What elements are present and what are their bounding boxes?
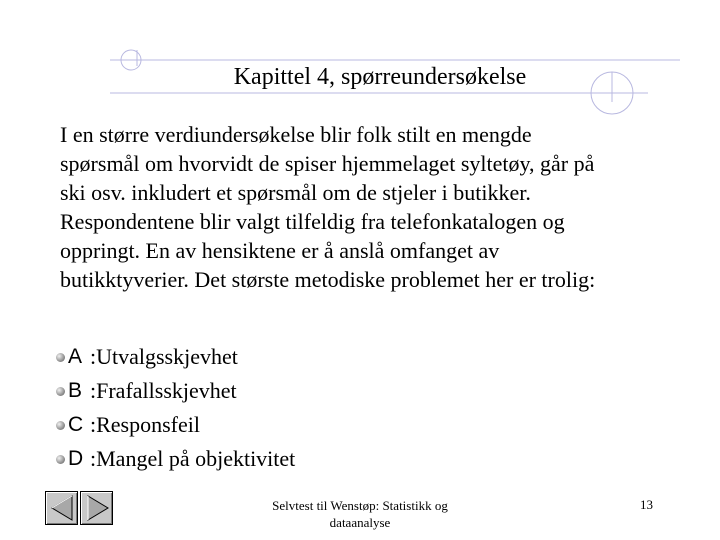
question-line: ski osv. inkludert et spørsmål om de stjeler i butikker. — [60, 180, 531, 205]
option-text: :Mangel på objektivitet — [90, 446, 296, 471]
option-text: :Utvalgsskjevhet — [90, 344, 238, 369]
slide-navigation — [45, 491, 115, 525]
page-number: 13 — [640, 497, 653, 512]
next-arrow-icon — [81, 492, 114, 524]
option-text: :Frafallsskjevhet — [90, 378, 237, 403]
prev-slide-button[interactable] — [45, 491, 78, 525]
question-line: Respondentene blir valgt tilfeldig fra telefonkatalogen og — [60, 209, 565, 234]
option-text: :Responsfeil — [90, 412, 200, 437]
question-line: I en større verdiundersøkelse blir folk stilt en mengde — [60, 122, 532, 147]
option-letter: B — [68, 379, 83, 402]
option-b[interactable] — [56, 374, 295, 408]
question-line: butikktyverier. Det største metodiske problemet her er trolig: — [60, 267, 596, 292]
answer-options — [56, 340, 295, 476]
question-line: oppringt. En av hensiktene er å anslå omfanget av — [60, 238, 500, 263]
option-a[interactable] — [56, 340, 295, 374]
next-slide-button[interactable] — [80, 491, 113, 525]
footer-line: dataanalyse — [329, 515, 391, 530]
bullet-icon — [56, 387, 65, 396]
option-letter: C — [68, 413, 84, 436]
footer-line: Selvtest til Wenstøp: Statistikk og — [272, 498, 448, 513]
slide-title: Kapittel 4, spørreundersøkelse — [233, 64, 527, 90]
bullet-icon — [56, 353, 65, 362]
question-line: spørsmål om hvorvidt de spiser hjemmelaget syltetøy, går på — [60, 151, 595, 176]
slide-footer — [255, 497, 465, 531]
option-letter: D — [68, 447, 84, 470]
option-letter: A — [68, 345, 83, 368]
bullet-icon — [56, 421, 65, 430]
option-c[interactable] — [56, 408, 295, 442]
bullet-icon — [56, 455, 65, 464]
prev-arrow-icon — [46, 492, 79, 524]
question-text — [60, 120, 680, 294]
option-d[interactable] — [56, 442, 295, 476]
